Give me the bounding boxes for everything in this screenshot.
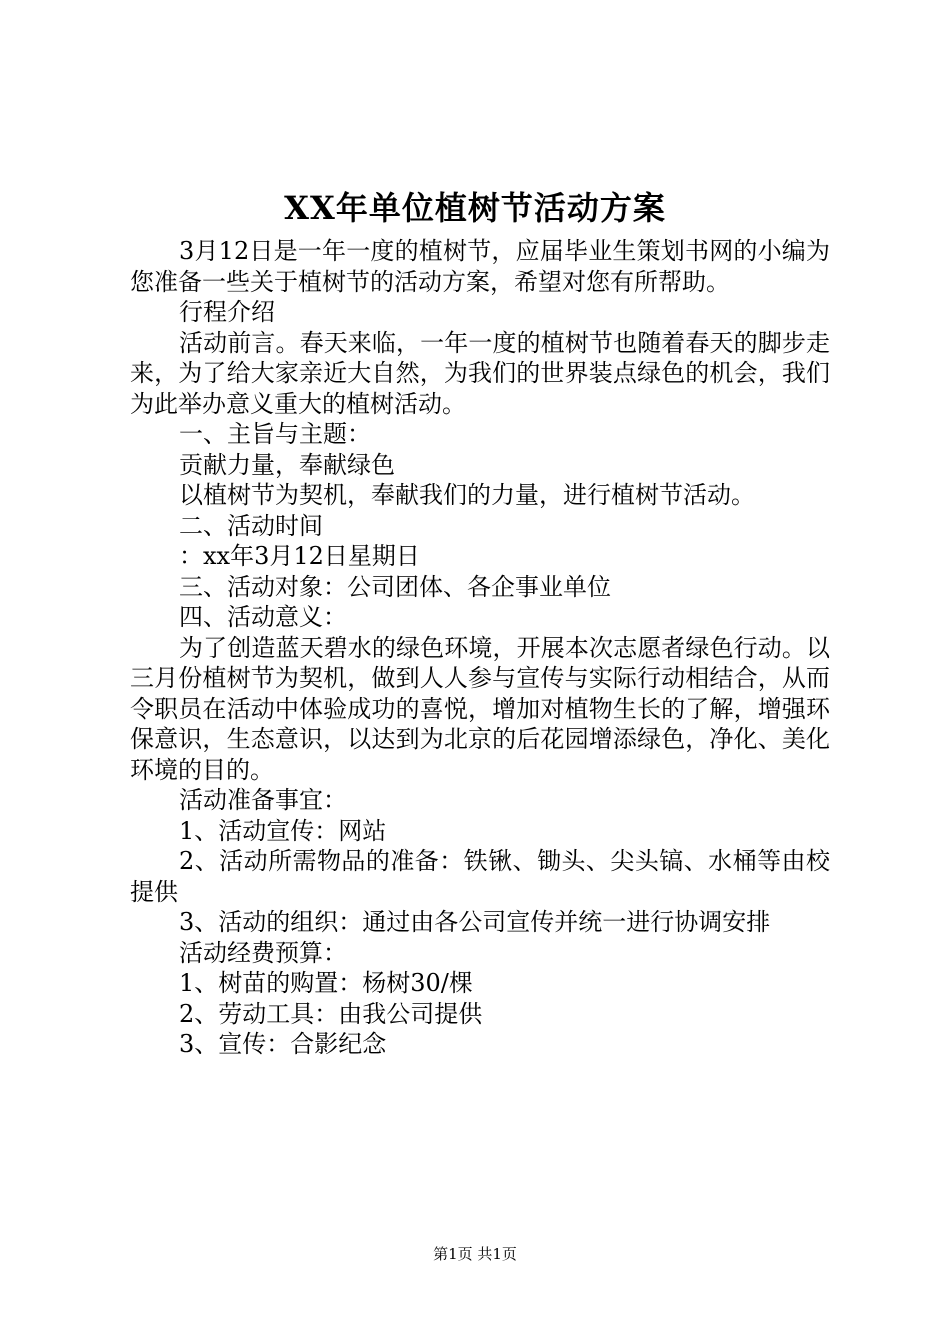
budget-item: 1、树苗的购置：杨树30/棵 (179, 969, 473, 997)
section-heading-participants: 三、活动对象：公司团体、各企事业单位 (179, 572, 611, 601)
document-body (130, 236, 830, 1060)
activity-date: ：xx年3月12日星期日 (179, 542, 420, 570)
document-title: XX年单位植树节活动方案 (284, 189, 666, 227)
theme-description: 以植树节为契机，奉献我们的力量，进行植树节活动。 (179, 481, 755, 509)
section-heading-budget: 活动经费预算： (179, 938, 347, 967)
intro-paragraph: 3月12日是一年一度的植树节，应届毕业生策划书网的小编为您准备一些关于植树节的活动方案，希望对您有所帮助。 (130, 237, 830, 296)
section-heading-significance: 四、活动意义： (179, 603, 347, 631)
preparation-item: 3、活动的组织：通过由各公司宣传并统一进行协调安排 (179, 908, 771, 936)
section-heading-itinerary: 行程介绍 (179, 298, 275, 326)
theme-slogan: 贡献力量，奉献绿色 (179, 450, 395, 479)
preparation-item: 1、活动宣传：网站 (179, 816, 387, 845)
budget-item: 2、劳动工具：由我公司提供 (179, 999, 483, 1028)
budget-item: 3、宣传：合影纪念 (179, 1030, 387, 1058)
preface-paragraph: 活动前言。春天来临，一年一度的植树节也随着春天的脚步走来，为了给大家亲近大自然，为我们的世界装点绿色的机会，我们为此举办意义重大的植树活动。 (130, 328, 830, 418)
section-heading-preparation: 活动准备事宜： (179, 786, 347, 814)
significance-paragraph: 为了创造蓝天碧水的绿色环境，开展本次志愿者绿色行动。以三月份植树节为契机，做到人人参与宣传与实际行动相结合，从而令职员在活动中体验成功的喜悦，增加对植物生长的了解，增强环保意识，生态意识，以达到为北京的后花园增添绿色，净化、美化环境的目的。 (130, 633, 830, 784)
preparation-item: 2、活动所需物品的准备：铁锹、锄头、尖头镐、水桶等由校提供 (130, 847, 830, 906)
section-heading-time: 二、活动时间 (179, 511, 323, 540)
section-heading-theme: 一、主旨与主题： (179, 420, 371, 448)
page-footer: 第1页 共1页 (433, 1245, 517, 1263)
